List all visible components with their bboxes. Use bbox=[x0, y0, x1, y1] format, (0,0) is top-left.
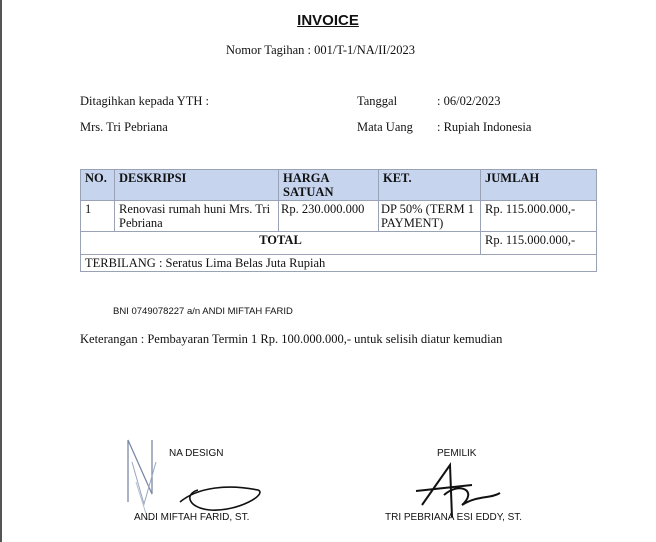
total-row bbox=[81, 232, 597, 255]
cell-amount: Rp. 115.000.000,- bbox=[481, 201, 597, 232]
spelled-total-row bbox=[81, 255, 597, 272]
header-note: KET. bbox=[379, 170, 481, 201]
signature-left-name: ANDI MIFTAH FARID, ST. bbox=[134, 512, 250, 523]
spelled-total: TERBILANG : Seratus Lima Belas Juta Rupiah bbox=[81, 255, 597, 272]
table-row bbox=[81, 201, 597, 232]
total-label: TOTAL bbox=[81, 232, 481, 255]
signature-left-company: NA DESIGN bbox=[169, 448, 224, 459]
header-no: NO. bbox=[81, 170, 115, 201]
cell-note: DP 50% (TERM 1 PAYMENT) bbox=[379, 201, 481, 232]
header-description: DESKRIPSI bbox=[115, 170, 279, 201]
billed-to-label: Ditagihkan kepada YTH : bbox=[80, 94, 210, 108]
page-title: INVOICE bbox=[297, 12, 359, 29]
cell-description: Renovasi rumah huni Mrs. Tri Pebriana bbox=[115, 201, 279, 232]
cell-no: 1 bbox=[81, 201, 115, 232]
invoice-number-value: : 001/T-1/NA/II/2023 bbox=[307, 43, 416, 57]
page-edge bbox=[0, 0, 2, 542]
header-unit-price: HARGA SATUAN bbox=[279, 170, 379, 201]
na-design-logo bbox=[118, 432, 278, 522]
billed-to-name: Mrs. Tri Pebriana bbox=[80, 120, 168, 134]
invoice-table bbox=[80, 169, 597, 272]
cell-unit-price: Rp. 230.000.000 bbox=[279, 201, 379, 232]
bank-info: BNI 0749078227 a/n ANDI MIFTAH FARID bbox=[113, 306, 293, 317]
date-value: : 06/02/2023 bbox=[437, 94, 501, 108]
remarks: Keterangan : Pembayaran Termin 1 Rp. 100.000.000,- untuk selisih diatur kemudian bbox=[80, 332, 503, 346]
invoice-number-line bbox=[226, 43, 415, 58]
currency-value: : Rupiah Indonesia bbox=[437, 120, 532, 134]
total-value: Rp. 115.000.000,- bbox=[481, 232, 597, 255]
table-header-row bbox=[81, 170, 597, 201]
invoice-number-label: Nomor Tagihan bbox=[226, 43, 305, 57]
header-amount: JUMLAH bbox=[481, 170, 597, 201]
signature-right-role: PEMILIK bbox=[437, 448, 477, 459]
signature-right-name: TRI PEBRIANA ESI EDDY, ST. bbox=[385, 512, 523, 523]
currency-label: Mata Uang bbox=[357, 120, 413, 134]
date-label: Tanggal bbox=[357, 94, 398, 108]
